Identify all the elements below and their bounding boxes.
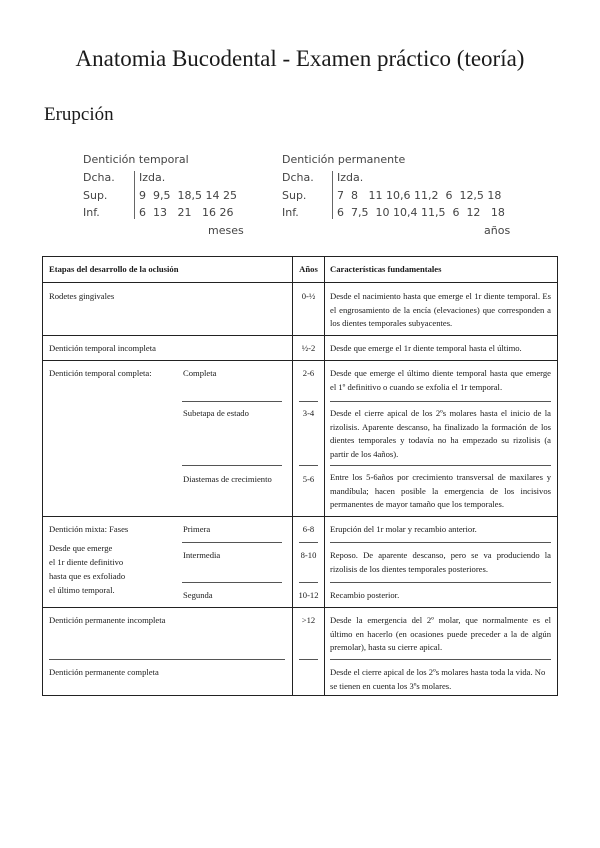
temporal-inf-label: Inf. [83, 206, 100, 219]
section-heading: Erupción [44, 104, 114, 125]
header-divider [43, 282, 557, 283]
row-mixta-sub3: Segunda [183, 590, 213, 600]
row-mixta-sub1: Primera [183, 524, 211, 534]
sub-divider [49, 659, 285, 660]
sub-divider [299, 465, 318, 466]
row-divider [43, 607, 557, 608]
sub-divider [330, 401, 551, 402]
sub-divider [299, 542, 318, 543]
sub-divider [299, 582, 318, 583]
header-features: Características fundamentales [330, 264, 442, 274]
row-permanente-incompleta-years: >12 [301, 615, 316, 625]
row-permanente-completa-features: Desde el cierre apical de los 2ºs molares hasta toda la vida. No se tienen en cuenta los 3ºs molares. [330, 667, 546, 691]
permanent-sup-label: Sup. [282, 189, 307, 202]
row-mixta-note: el 1r diente definitivo [49, 557, 124, 567]
row-mixta-years1: 6-8 [302, 524, 315, 534]
permanent-inf-label: Inf. [282, 206, 299, 219]
header-stage: Etapas del desarrollo de la oclusión [49, 264, 179, 274]
permanent-title: Dentición permanente [282, 153, 406, 166]
sub-divider [330, 582, 551, 583]
row-mixta-years2: 8-10 [300, 550, 317, 560]
row-mixta-years3: 10-12 [298, 590, 319, 600]
row-temporal-incompleta-features: Desde que emerge el 1r diente temporal hasta el último. [330, 343, 522, 353]
sub-divider [299, 401, 318, 402]
permanent-unit: años [484, 224, 511, 237]
row-rodetes-stage: Rodetes gingivales [49, 291, 115, 301]
row-temporal-completa-sub2: Subetapa de estado [183, 408, 249, 418]
row-temporal-incompleta-years: ½-2 [301, 343, 316, 353]
sub-divider [330, 659, 551, 660]
permanent-right-label: Dcha. [282, 171, 314, 184]
row-permanente-incompleta-stage: Dentición permanente incompleta [49, 615, 166, 625]
row-mixta-sub2: Intermedia [183, 550, 221, 560]
permanent-inf-values: 6 7,5 10 10,4 11,5 6 12 18 [337, 206, 505, 219]
row-temporal-completa-features1: Desde que emerge el último diente temporal hasta que emerge el 1º definitivo o cuando se exfolia el 1r temporal. [330, 368, 551, 392]
row-rodetes-years: 0-½ [301, 291, 316, 301]
sub-divider [330, 465, 551, 466]
row-temporal-completa-stage: Dentición temporal completa: [49, 368, 152, 378]
temporal-divider [134, 171, 135, 219]
row-mixta-features2: Reposo. De aparente descanso, pero se va produciendo la rizolisis de los dientes temporales posteriores. [330, 550, 551, 574]
row-permanente-incompleta-features: Desde la emergencia del 2º molar, que normalmente es el último en hacerlo (en ocasiones puede preceder a la de algún premolar), hasta su cierre apical. [330, 615, 551, 653]
row-temporal-completa-years3: 5-6 [302, 474, 315, 484]
occlusion-table [42, 256, 558, 696]
sub-divider [182, 582, 282, 583]
row-temporal-incompleta-stage: Dentición temporal incompleta [49, 343, 156, 353]
temporal-unit: meses [208, 224, 244, 237]
header-years: Años [299, 264, 318, 274]
temporal-left-label: Izda. [139, 171, 166, 184]
temporal-right-label: Dcha. [83, 171, 115, 184]
row-rodetes-features: Desde el nacimiento hasta que emerge el 1r diente temporal. Es el engrosamiento de la encía (elevaciones) que corresponden a los dientes temporales subyacentes. [330, 291, 551, 329]
row-temporal-completa-sub1: Completa [183, 368, 217, 378]
sub-divider [182, 401, 282, 402]
row-temporal-completa-years2: 3-4 [302, 408, 315, 418]
row-temporal-completa-sub3: Diastemas de crecimiento [183, 474, 272, 484]
row-divider [43, 516, 557, 517]
row-mixta-note: el último temporal. [49, 585, 115, 595]
sub-divider [182, 542, 282, 543]
temporal-sup-values: 9 9,5 18,5 14 25 [139, 189, 237, 202]
sub-divider [182, 465, 282, 466]
sub-divider [299, 659, 318, 660]
temporal-title: Dentición temporal [83, 153, 189, 166]
row-permanente-completa-stage: Dentición permanente completa [49, 667, 159, 677]
row-mixta-note: hasta que es exfoliado [49, 571, 126, 581]
row-mixta-features1: Erupción del 1r molar y recambio anterior. [330, 524, 477, 534]
row-temporal-completa-features3: Entre los 5-6años por crecimiento transversal de maxilares y mandíbula; hacen posible la emergencia de los incisivos permanentes de mayor tamaño que los temporales. [330, 472, 551, 510]
permanent-left-label: Izda. [337, 171, 364, 184]
row-mixta-note: Desde que emerge [49, 543, 113, 553]
row-divider [43, 360, 557, 361]
column-divider-features [324, 257, 325, 695]
temporal-inf-values: 6 13 21 16 26 [139, 206, 234, 219]
row-temporal-completa-features2: Desde el cierre apical de los 2ºs molares hasta el inicio de la rizolisis. Aparente descanso, ha finalizado la formación de los dientes temporales y todavía no ha empezado su rizolisis (a partir de los 4años). [330, 408, 551, 459]
permanent-sup-values: 7 8 11 10,6 11,2 6 12,5 18 [337, 189, 502, 202]
permanent-divider [332, 171, 333, 219]
sub-divider [330, 542, 551, 543]
row-temporal-completa-years1: 2-6 [302, 368, 315, 378]
row-mixta-features3: Recambio posterior. [330, 590, 400, 600]
row-divider [43, 335, 557, 336]
row-mixta-stage: Dentición mixta: Fases [49, 524, 129, 534]
page-title: Anatomia Bucodental - Examen práctico (teoría) [75, 46, 525, 71]
temporal-sup-label: Sup. [83, 189, 108, 202]
